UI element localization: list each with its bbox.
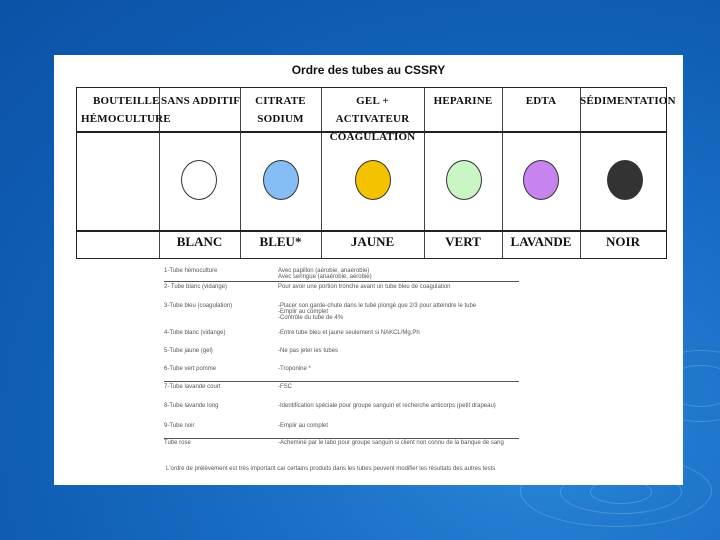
header-sedimentation: SÉDIMENTATION: [580, 95, 676, 107]
table-divider: [77, 230, 666, 232]
tube-order-table: [76, 87, 676, 259]
color-name-vert: VERT: [445, 234, 481, 249]
slide-title: Ordre des tubes au CSSRY: [291, 63, 446, 77]
color-name-jaune: JAUNE: [350, 234, 395, 249]
blue-tube-circle: [263, 160, 299, 200]
color-name-bleu: BLEU*: [259, 234, 302, 249]
footnote: L'ordre de prélèvement est très important car certains produits dans les tubes peuvent modifier les résultats des autres tests: [166, 466, 496, 472]
table-divider: [502, 88, 503, 258]
color-name-blanc: BLANC: [176, 234, 223, 249]
color-name-lavande: LAVANDE: [510, 234, 572, 249]
divider: [164, 381, 519, 382]
color-name-noir: NOIR: [606, 234, 640, 249]
header-gel: GEL + ACTIVATEUR COAGULATION: [329, 95, 416, 143]
slide-content: Ordre des tubes au CSSRY BOUTEILLE HÉMOCULTURE SANS ADDITIF CITRATE SODIUM GEL + ACTIVATEUR COAGULATION HEPARINE EDTA SÉDIMENTATION BLANC BLEU* JAUNE VERT LAVANDE NOIR 1-Tube hémoculture Avec papillon (aérobie, anaérobie) Avec seringue (anaérobie, aérobie) 2- Tube blanc (vidange) Pour avoir une portion tronche avant un tube bleu de coagulation 3-Tube bleu (coagulation) -Placer son garde-chute dans le tubé plongé que 2/3 pour atteindre le tube -Emplir au complet -Contrôle du tube de 4% 4-Tube blanc (vidange) -Entre tube bleu et jaune seulement si NAKCL/Mg,Ph 5-Tube jaune (gel) -Ne pas jeter les tubes 6-Tube vert pomme -Troponine * 7-Tube lavande court -FSC 8-Tube lavande long -Identification spéciale pour groupe sanguin et recherche anticorps (petit drapeau) 9-Tube noir -Emplir au complet Tube rose -Acheminé par le labo pour groupe sanguin si client non connu de la banque de sang L'ordre de prélèvement est très important car certains produits dans les tubes peuvent modifier les résultats des autres tests: [54, 55, 683, 485]
header-citrate: CITRATE SODIUM: [255, 95, 306, 125]
yellow-tube-circle: [355, 160, 391, 200]
green-tube-circle: [446, 160, 482, 200]
divider: [164, 438, 519, 439]
header-heparine: HEPARINE: [433, 95, 493, 107]
black-tube-circle: [607, 160, 643, 200]
table-divider: [424, 88, 425, 258]
divider: [164, 281, 519, 282]
white-tube-circle: [181, 160, 217, 200]
table-divider: [580, 88, 581, 258]
header-edta: EDTA: [525, 95, 557, 107]
lavender-tube-circle: [523, 160, 559, 200]
header-hemoculture: BOUTEILLE HÉMOCULTURE: [81, 95, 171, 125]
header-sans-additif: SANS ADDITIF: [161, 95, 241, 107]
